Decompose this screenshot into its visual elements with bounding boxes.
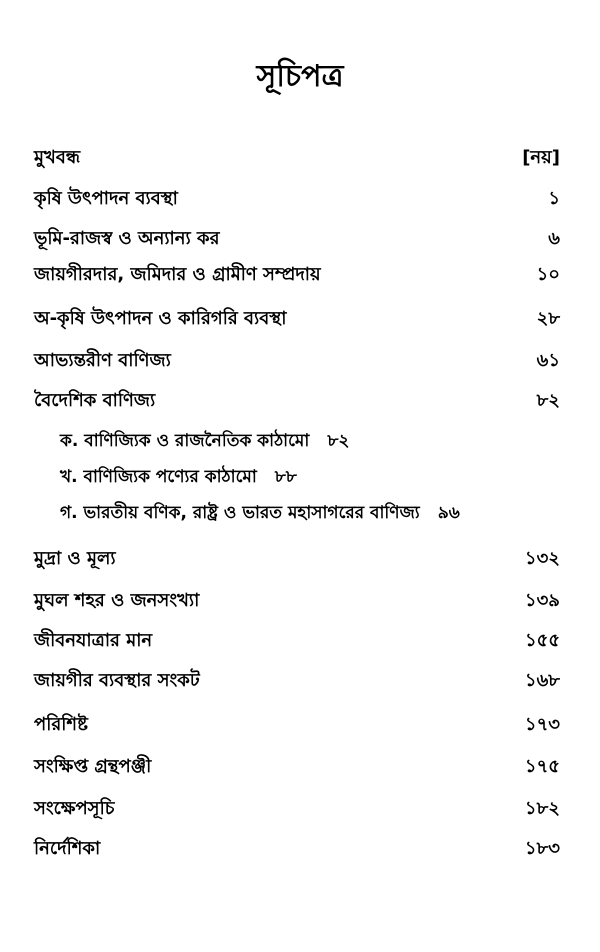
toc-entry-page: ৬১ — [536, 350, 560, 371]
toc-entry-page: ১৩৯ — [524, 590, 560, 611]
toc-entry-page: ১৭৩ — [524, 714, 560, 735]
toc-entry-page: ১৮২ — [524, 798, 560, 819]
toc-entry-label: জীবনযাত্রার মান — [34, 630, 153, 651]
toc-entry — [34, 752, 560, 782]
toc-entry-label: বৈদেশিক বাণিজ্য — [34, 390, 156, 411]
toc-entry — [34, 184, 560, 214]
toc-entry-page: ১৬৮ — [524, 670, 560, 691]
toc-entry-label: কৃষি উৎপাদন ব্যবস্থা — [34, 188, 178, 209]
toc-entry-page: ১০ — [536, 264, 560, 285]
toc-entry-label: অ-কৃষি উৎপাদন ও কারিগরি ব্যবস্থা — [34, 308, 287, 329]
toc-subentry — [60, 500, 460, 528]
toc-subentry — [60, 428, 349, 456]
toc-entry-page: ২৮ — [536, 308, 560, 329]
toc-entry — [34, 666, 560, 696]
toc-entry-page: ১৮৩ — [524, 838, 560, 859]
toc-entry — [34, 710, 560, 740]
toc-entry-label: ভূমি-রাজস্ব ও অন্যান্য কর — [34, 228, 220, 249]
toc-entry — [34, 224, 560, 254]
toc-entry — [34, 544, 560, 574]
toc-entry-label: সংক্ষেপসূচি — [34, 798, 115, 819]
toc-entry — [34, 260, 560, 290]
toc-entry-label: মুঘল শহর ও জনসংখ্যা — [34, 590, 200, 611]
toc-entry-page: ১৭৫ — [524, 756, 560, 777]
toc-entry-label: জায়গীর ব্যবস্থার সংকট — [34, 670, 200, 691]
toc-subentry-page: ৮২ — [327, 431, 350, 451]
toc-entry — [34, 586, 560, 616]
toc-entry-label: সংক্ষিপ্ত গ্রন্থপঞ্জী — [34, 756, 152, 777]
toc-entry-page: ১৩২ — [524, 548, 560, 569]
toc-entry-label: পরিশিষ্ট — [34, 714, 88, 735]
toc-entry — [34, 834, 560, 864]
toc-entry-page: ৮২ — [536, 390, 560, 411]
toc-entry — [34, 386, 560, 416]
toc-entry — [34, 143, 560, 173]
toc-entry — [34, 304, 560, 334]
toc-entry-page: ১ — [548, 188, 560, 209]
toc-entry-label: নির্দেশিকা — [34, 838, 101, 859]
toc-entry-label: মুখবন্ধ — [34, 147, 81, 168]
toc-entry-page: [নয়] — [522, 147, 560, 168]
toc-entry-page: ৬ — [548, 228, 560, 249]
toc-subentry-page: ৯৬ — [437, 503, 460, 523]
toc-entry-label: মুদ্রা ও মূল্য — [34, 548, 116, 569]
toc-entry-label: আভ্যন্তরীণ বাণিজ্য — [34, 350, 171, 371]
toc-subentry-label: খ. বাণিজ্যিক পণ্যের কাঠামো — [60, 467, 257, 487]
toc-entry — [34, 626, 560, 656]
toc-entry — [34, 794, 560, 824]
toc-entry-page: ১৫৫ — [524, 630, 560, 651]
toc-subentry-label: ক. বাণিজ্যিক ও রাজনৈতিক কাঠামো — [60, 431, 310, 451]
toc-subentry-label: গ. ভারতীয় বণিক, রাষ্ট্র ও ভারত মহাসাগরের বাণিজ্য — [60, 503, 420, 523]
toc-subentry — [60, 464, 297, 492]
toc-subentry-page: ৮৮ — [274, 467, 297, 487]
toc-entry — [34, 346, 560, 376]
page-title: সূচিপত্র — [256, 59, 344, 94]
toc-entry-label: জায়গীরদার, জমিদার ও গ্রামীণ সম্প্রদায় — [34, 264, 321, 285]
